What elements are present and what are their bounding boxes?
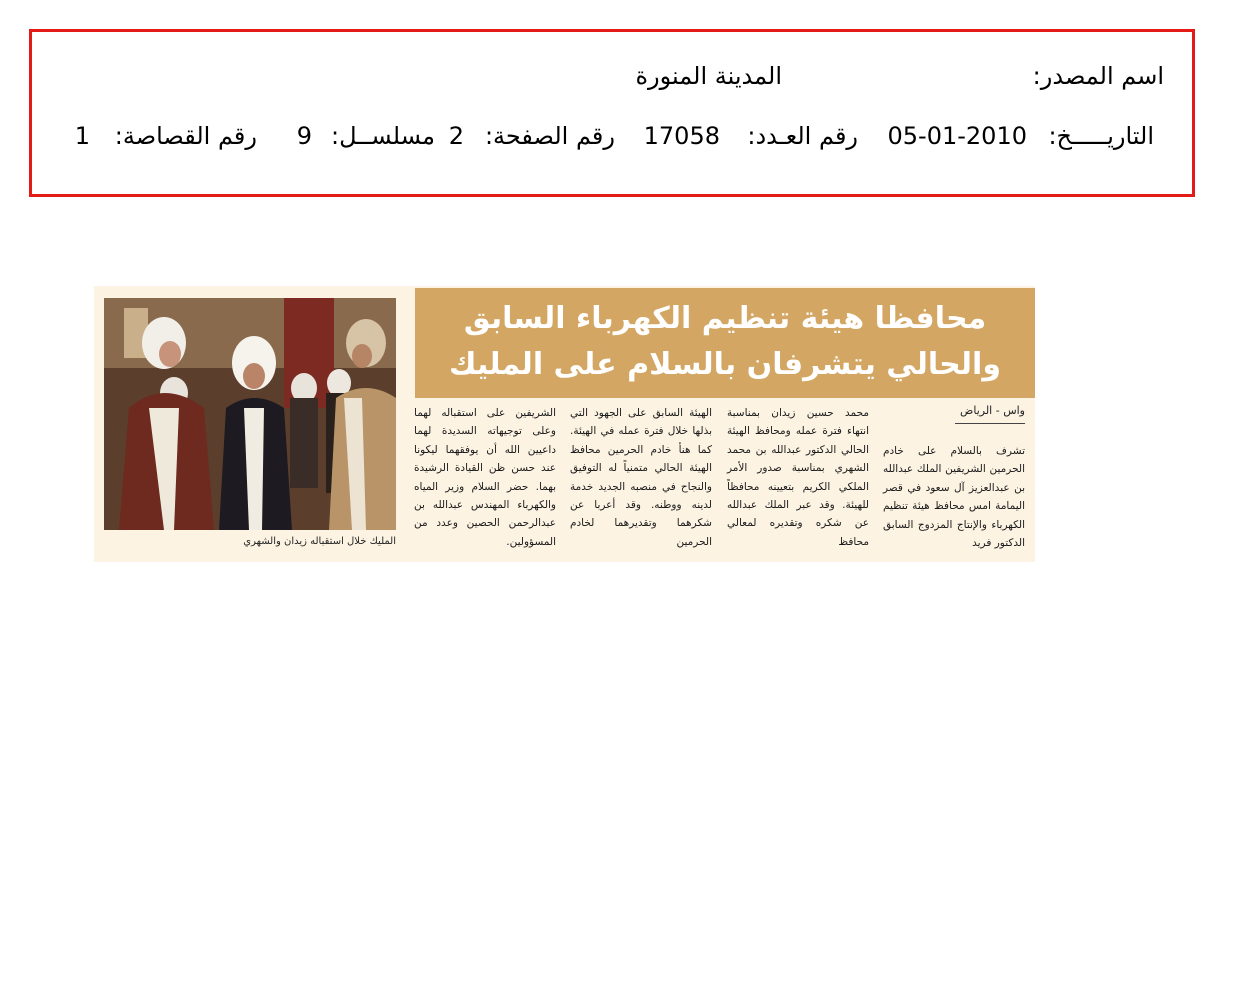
article-clipping [94, 286, 1035, 562]
article-column-3 [570, 404, 712, 551]
article-photo [104, 298, 396, 530]
article-column-2 [727, 404, 869, 551]
headline-line-1: محافظا هيئة تنظيم الكهرباء السابق [463, 301, 987, 336]
article-column-1 [883, 442, 1025, 552]
date-label: التاريـــــخ: [1048, 122, 1154, 150]
page-value: 2 [448, 122, 464, 150]
metadata-box [29, 29, 1195, 197]
column-3-text: الهيئة السابق على الجهود التي بذلها خلال فترة عمله في الهيئة. كما هنأ خادم الحرمين محافظ الهيئة الحالي متمنياً له التوفيق والنجاح في منصبه الجديد خدمة لدينه ووطنه. وقد أعربا عن شكرهما وتقديرهما لخادم الحرمين [570, 407, 712, 548]
column-2-text: محمد حسين زيدان بمناسبة انتهاء فترة عمله ومحافظ الهيئة الحالي الدكتور عبدالله بن محمد الشهري بمناسبة صدور الأمر الملكي الكريم بتعيينه محافظاً للهيئة. وقد عبر الملك عبدالله عن شكره وتقديره لمعالي محافظ [727, 407, 869, 548]
clip-value: 1 [74, 122, 90, 150]
column-1-text: تشرف بالسلام على خادم الحرمين الشريفين الملك عبدالله بن عبدالعزيز آل سعود في قصر اليمامة امس محافظ هيئة تنظيم الكهرباء والإنتاج المزدوج السابق الدكتور فريد [883, 445, 1025, 550]
photo-illustration [104, 298, 396, 530]
clip-label: رقم القصاصة: [114, 122, 257, 150]
photo-caption: المليك خلال استقباله زيدان والشهري [243, 536, 396, 547]
page-label: رقم الصفحة: [484, 122, 615, 150]
column-4-text: الشريفين على استقباله لهما وعلى توجيهاته السديدة لهما داعيين الله أن يوفقهما ليكونا عند حسن ظن القيادة الرشيدة بهما. حضر السلام وزير المياه والكهرباء المهندس عبدالله بن عبدالرحمن الحصين وعدد من المسؤولين. [414, 407, 556, 548]
headline-band [415, 288, 1035, 398]
issue-label: رقم العـدد: [747, 122, 858, 150]
serial-label: مسلســل: [331, 122, 435, 150]
headline-line-2: والحالي يتشرفان بالسلام على المليك [449, 347, 1001, 382]
article-byline: واس - الرياض [955, 404, 1025, 424]
source-label: اسم المصدر: [1032, 62, 1164, 90]
serial-value: 9 [296, 122, 312, 150]
headline [415, 296, 1035, 388]
article-column-4 [414, 404, 556, 551]
date-value: 05-01-2010 [887, 122, 1027, 150]
details-row [32, 122, 1192, 156]
issue-value: 17058 [643, 122, 720, 150]
source-row [32, 62, 1192, 96]
source-value: المدينة المنورة [635, 62, 782, 90]
